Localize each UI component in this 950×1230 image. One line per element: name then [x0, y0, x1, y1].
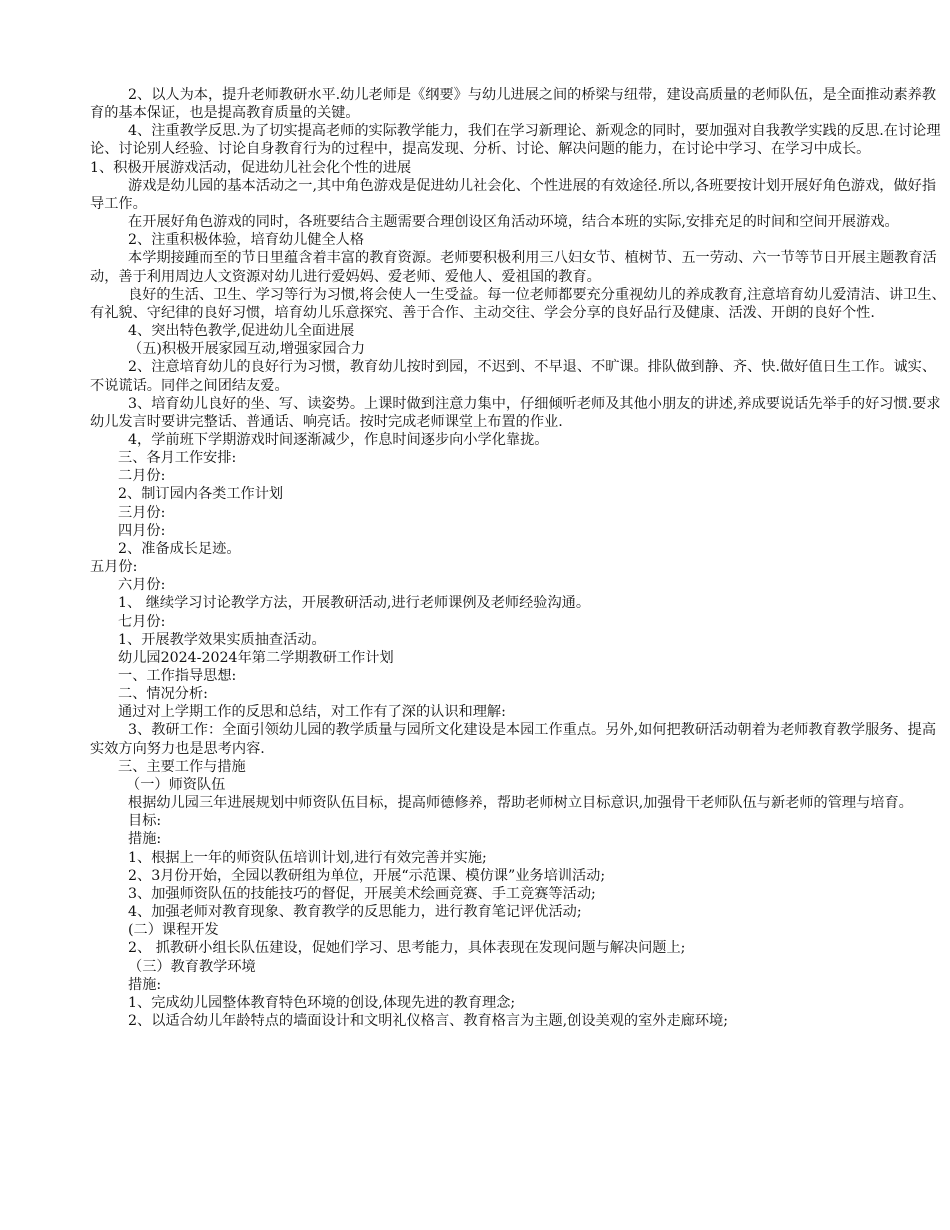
text-line: （一）师资队伍 — [126, 776, 226, 793]
text-line: 3、教研工作：全面引领幼儿园的教学质量与园所文化建设是本园工作重点。另外,如何把教研活动朝着为老师教育教学服务、提高实效方向努力也是思考内容. — [90, 722, 937, 757]
text-line: 4、注重教学反思.为了切实提高老师的实际教学能力，我们在学习新理论、新观念的同时，要加强对自我教学实践的反思.在讨论理论、讨论别人经验、讨论自身教育行为的过程中，提高发现、分析、讨论、解决问题的能力，在讨论中学习、在学习中成长。 — [90, 123, 941, 158]
document-body — [0, 86, 950, 1030]
text-line: 4，学前班下学期游戏时间逐渐减少，作息时间逐步向小学化靠拢。 — [128, 431, 549, 448]
text-line: 4、加强老师对教育现象、教育教学的反思能力，进行教育笔记评优活动; — [128, 904, 582, 921]
text-line: 三、各月工作安排: — [118, 450, 237, 467]
text-line: 二、情况分析: — [118, 686, 208, 703]
text-line: 2、注重积极体验，培育幼儿健全人格 — [128, 232, 365, 249]
text-line: 一、工作指导思想: — [118, 668, 237, 684]
text-line: 目标: — [128, 813, 162, 830]
text-line: 2、注意培育幼儿的良好行为习惯，教育幼儿按时到园，不迟到、不早退、不旷课。排队做到静、齐、快.做好值日生工作。诚实、不说谎话。同伴之间团结友爱。 — [90, 359, 937, 394]
text-line: 3、培育幼儿良好的坐、写、读姿势。上课时做到注意力集中，仔细倾听老师及其他小朋友的讲述,养成要说话先举手的好习惯.要求幼儿发言时要讲完整话、普通话、响亮话。按时完成老师课堂上布置的作业. — [90, 395, 941, 430]
text-line: 1、 继续学习讨论教学方法，开展教研活动,进行老师课例及老师经验沟通。 — [118, 595, 591, 612]
text-line: 1、根据上一年的师资队伍培训计划,进行有效完善并实施; — [128, 849, 487, 866]
text-line: 1、积极开展游戏活动，促进幼儿社会化个性的进展 — [90, 159, 412, 176]
text-line: 七月份: — [118, 613, 166, 630]
text-line: 1、完成幼儿园整体教育特色环境的创设,体现先进的教育理念; — [128, 994, 516, 1011]
text-line: 1、开展教学效果实质抽查活动。 — [118, 631, 326, 648]
text-line: 3、加强师资队伍的技能技巧的督促，开展美术绘画竞赛、手工竞赛等活动; — [128, 885, 596, 902]
text-line: 六月份: — [118, 577, 166, 594]
text-line: 在开展好角色游戏的同时，各班要结合主题需要合理创设区角活动环境，结合本班的实际,安排充足的时间和空间开展游戏。 — [128, 214, 899, 231]
text-line: 4、突出特色教学,促进幼儿全面进展 — [128, 323, 355, 340]
text-line: 幼儿园2024-2024年第二学期教研工作计划 — [118, 649, 394, 666]
text-line: 2、以适合幼儿年龄特点的墙面设计和文明礼仪格言、教育格言为主题,创设美观的室外走廊环境; — [128, 1012, 729, 1029]
text-line: 2、准备成长足迹。 — [118, 540, 241, 557]
text-line: 通过对上学期工作的反思和总结，对工作有了深的认识和理解: — [118, 704, 506, 721]
text-line: （五)积极开展家园互动,增强家园合力 — [128, 341, 366, 358]
text-line: 二月份: — [118, 468, 166, 485]
text-line: 三月份: — [118, 504, 166, 521]
text-line: 游戏是幼儿园的基本活动之一,其中角色游戏是促进幼儿社会化、个性进展的有效途径.所以,各班要按计划开展好角色游戏，做好指导工作。 — [90, 177, 937, 212]
text-line: 根据幼儿园三年进展规划中师资队伍目标，提高师德修养，帮助老师树立目标意识,加强骨干老师队伍与新老师的管理与培育。 — [128, 795, 913, 812]
text-line: （三）教育教学环境 — [128, 958, 256, 975]
text-line: 措施: — [128, 976, 162, 993]
text-line: 五月份: — [90, 559, 138, 576]
text-line: (二）课程开发 — [128, 922, 219, 939]
text-line: 2、 抓教研小组长队伍建设，促她们学习、思考能力，具体表现在发现问题与解决问题上; — [128, 940, 686, 957]
text-line: 2、以人为本，提升老师教研水平.幼儿老师是《纲要》与幼儿进展之间的桥梁与纽带，建设高质量的老师队伍，是全面推动素养教育的基本保证，也是提高教育质量的关键。 — [90, 87, 937, 122]
text-line: 良好的生活、卫生、学习等行为习惯,将会使人一生受益。每一位老师都要充分重视幼儿的养成教育,注意培育幼儿爱清洁、讲卫生、有礼貌、守纪律的良好习惯，培育幼儿乐意探究、善于合作、主动交往、学会分享的良好品行及健康、活泼、开朗的良好个性. — [90, 286, 946, 321]
text-line: 本学期接踵而至的节日里蕴含着丰富的教育资源。老师要积极利用三八妇女节、植树节、五一劳动、六一节等节日开展主题教育活动，善于利用周边人文资源对幼儿进行爱妈妈、爱老师、爱他人、爱祖国的教育。 — [90, 250, 937, 285]
text-line: 三、主要工作与措施 — [118, 758, 246, 775]
text-line: 四月份: — [118, 522, 166, 539]
text-line: 2、3月份开始，全园以教研组为单位，开展“示范课、模仿课”业务培训活动; — [128, 867, 606, 884]
text-line: 措施: — [128, 831, 162, 848]
text-line: 2、制订园内各类工作计划 — [118, 486, 284, 503]
